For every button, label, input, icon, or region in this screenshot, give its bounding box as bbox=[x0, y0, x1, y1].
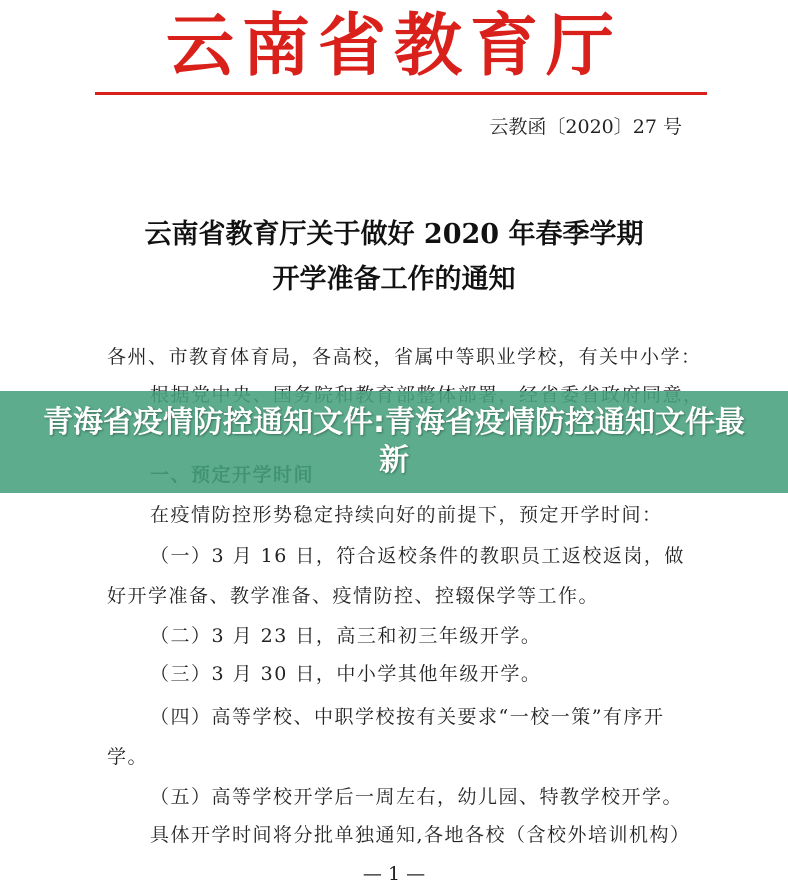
title-banner bbox=[0, 391, 788, 493]
red-rule-divider bbox=[95, 92, 707, 95]
document-title-line2: 开学准备工作的通知 bbox=[272, 264, 516, 295]
list-item-continuation: 好开学准备、教学准备、疫情防控、控辍保学等工作。 bbox=[107, 585, 600, 607]
document-number: 云教函〔2020〕27 号 bbox=[489, 116, 682, 138]
list-item: （五）高等学校开学后一周左右，幼儿园、特教学校开学。 bbox=[150, 786, 684, 808]
list-item: （二）3 月 23 日，高三和初三年级开学。 bbox=[150, 625, 542, 647]
list-item-continuation: 学。 bbox=[107, 746, 149, 768]
masthead: 云南省教育厅 bbox=[165, 6, 622, 86]
banner-title: 青海省疫情防控通知文件:青海省疫情防控通知文件最新 bbox=[43, 405, 745, 478]
document-title-line1: 云南省教育厅关于做好 2020 年春季学期 bbox=[144, 219, 644, 250]
page-number: — 1 — bbox=[362, 863, 426, 885]
list-item: （三）3 月 30 日，中小学其他年级开学。 bbox=[150, 663, 542, 685]
list-item: （四）高等学校、中职学校按有关要求“一校一策”有序开 bbox=[150, 706, 665, 728]
paragraph: 具体开学时间将分批单独通知,各地各校（含校外培训机构） bbox=[150, 824, 691, 846]
paragraph: 在疫情防控形势稳定持续向好的前提下，预定开学时间： bbox=[150, 504, 663, 526]
addressee: 各州、市教育体育局，各高校，省属中等职业学校，有关中小学： bbox=[107, 346, 702, 368]
list-item: （一）3 月 16 日，符合返校条件的教职员工返校返岗，做 bbox=[150, 545, 685, 567]
